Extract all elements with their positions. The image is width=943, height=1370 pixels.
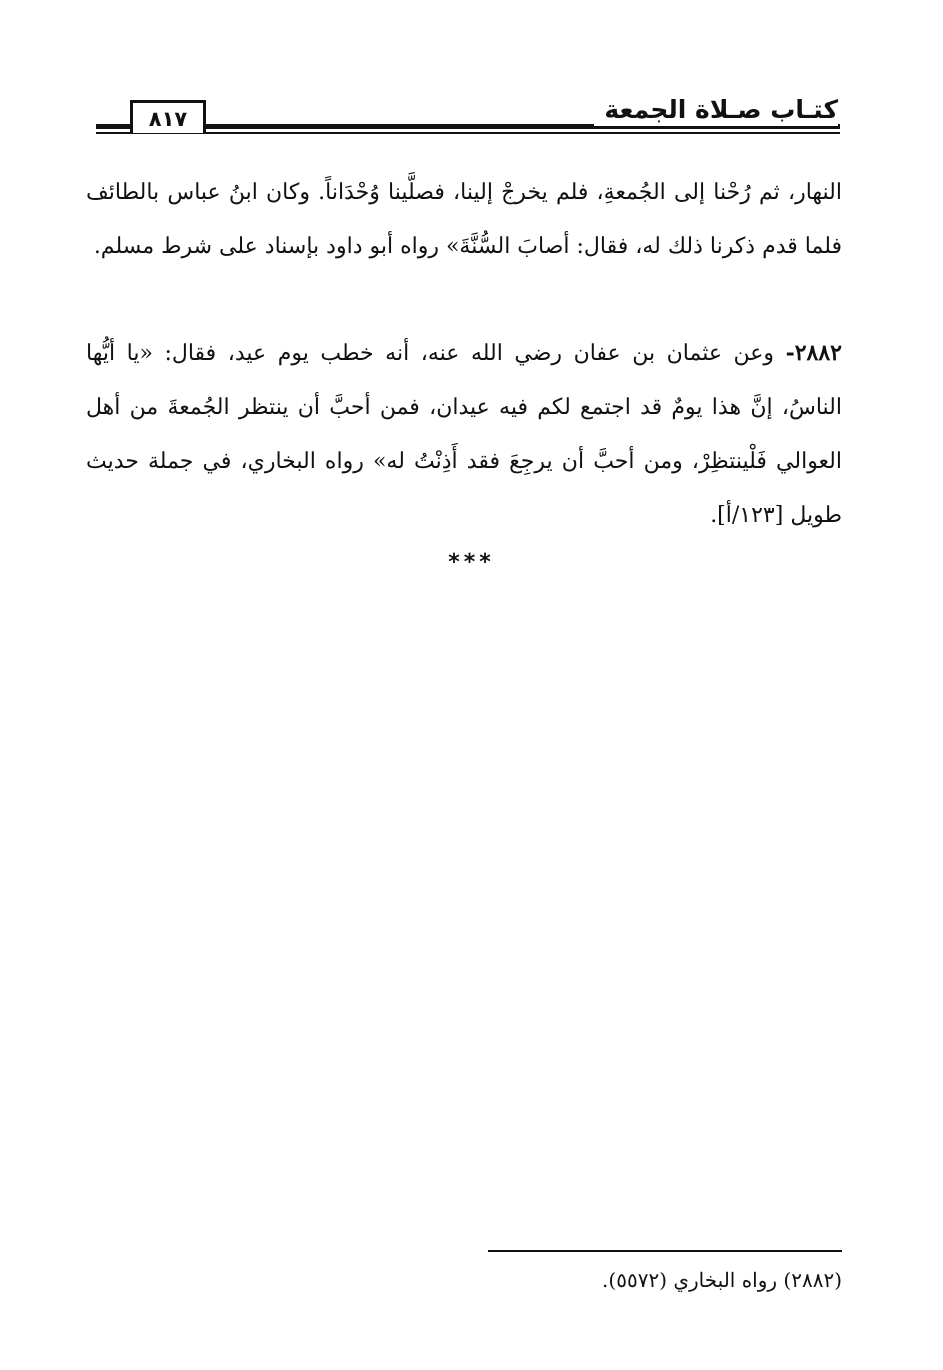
hadith-text: وعن عثمان بن عفان رضي الله عنه، أنه خطب يوم عيد، فقال: «يا أيُّها الناسُ، إنَّ هذا يومٌ قد اجتمع لكم فيه عيدان، فمن أحبَّ أن ينتظر الجُمعةَ من أهل العوالي فَلْينتظِرْ، ومن أحبَّ أن يرجِعَ فقد أَذِنْتُ له» رواه البخاري، في جملة حديث طويل [١٢٣/أ].	[86, 341, 842, 528]
footnote: (٢٨٨٢) رواه البخاري (٥٥٧٢).	[602, 1268, 842, 1292]
page-number: ٨١٧	[130, 100, 206, 133]
hadith-paragraph	[86, 326, 842, 543]
page-header	[96, 96, 840, 136]
book-title: كتـاب صـلاة الجمعة	[594, 94, 838, 126]
header-rule-thin	[96, 132, 840, 134]
paragraph-text: النهار، ثم رُحْنا إلى الجُمعةِ، فلم يخرجْ إلينا، فصلَّينا وُحْدَاناً. وكان ابنُ عباس بالطائف فلما قدم ذكرنا ذلك له، فقال: أصابَ السُّنَّةَ» رواه أبو داود بإسناد على شرط مسلم.	[86, 180, 842, 259]
hadith-number: ٢٨٨٢-	[785, 340, 842, 366]
section-separator: ***	[448, 550, 495, 575]
footnote-rule	[488, 1250, 842, 1252]
paragraph-continued	[86, 166, 842, 274]
